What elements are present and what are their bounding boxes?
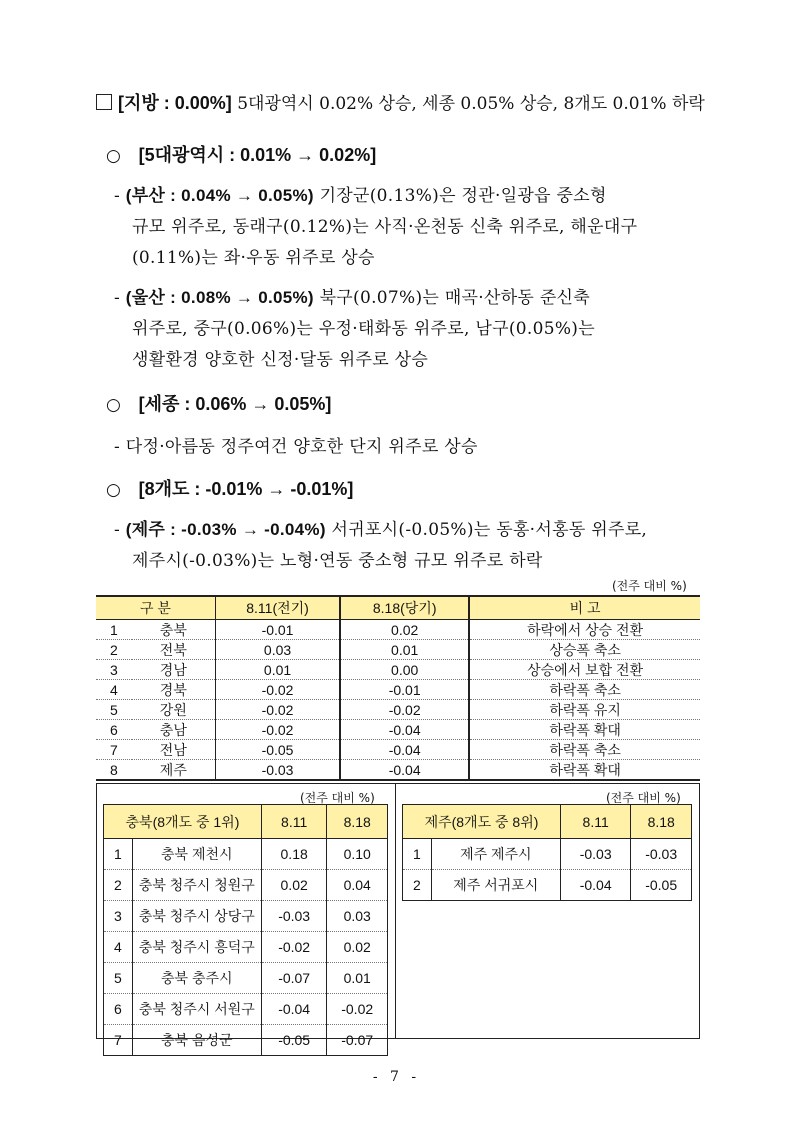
dash-bullet: - <box>114 288 126 308</box>
circle-bullet-icon: ○ <box>106 146 121 166</box>
table-cell: 0.01 <box>340 640 469 660</box>
table-cell: 충북 청주시 서원구 <box>132 994 261 1025</box>
table-cell: 3 <box>96 660 132 680</box>
table-row <box>104 901 388 932</box>
header-prev: 8.11(전기) <box>215 596 340 620</box>
table-cell: 6 <box>104 994 133 1025</box>
table-row <box>96 660 700 680</box>
table-cell: 1 <box>104 839 133 870</box>
header-curr: 8.18 <box>327 805 388 839</box>
table-cell: 4 <box>104 932 133 963</box>
table-row <box>104 839 388 870</box>
dash-bullet: - <box>114 186 126 206</box>
table-cell: 충북 <box>132 620 216 640</box>
table-row <box>96 620 700 640</box>
table-cell: 경남 <box>132 660 216 680</box>
regional-headline <box>96 89 705 115</box>
table-cell: 5 <box>104 963 133 994</box>
ulsan-line-3: 생활환경 양호한 신정·달동 위주로 상승 <box>132 350 429 370</box>
table-header-row <box>104 805 388 839</box>
table-cell: 0.02 <box>261 870 326 901</box>
table-row <box>104 932 388 963</box>
ulsan-line-2: 위주로, 중구(0.06%)는 우정·태화동 위주로, 남구(0.05%)는 <box>132 319 595 339</box>
busan-line-1: - (부산 : 0.04% → 0.05%) 기장군(0.13%)은 정관·일광읍 중소형 <box>114 186 607 206</box>
table-cell: -0.03 <box>560 839 630 870</box>
table-cell: -0.04 <box>261 994 326 1025</box>
table-row <box>104 994 388 1025</box>
header-prev: 8.11 <box>560 805 630 839</box>
table-cell: 전북 <box>132 640 216 660</box>
dash-bullet: - <box>114 520 126 540</box>
circle-bullet-icon: ○ <box>106 480 121 500</box>
jeju-line-1: - (제주 : -0.03% → -0.04%) 서귀포시(-0.05%)는 동홍·서홍동 위주로, <box>114 520 648 540</box>
table-cell: -0.01 <box>340 680 469 700</box>
table-row <box>403 870 692 901</box>
table-cell: 충북 제천시 <box>132 839 261 870</box>
table-cell: 5 <box>96 700 132 720</box>
table-cell: 0.00 <box>340 660 469 680</box>
table-row <box>96 740 700 760</box>
header-curr: 8.18(당기) <box>340 596 469 620</box>
table-cell: -0.03 <box>215 760 340 781</box>
table-row <box>104 1025 388 1056</box>
table-cell: 0.01 <box>215 660 340 680</box>
table-cell: 1 <box>403 839 432 870</box>
header-region: 제주(8개도 중 8위) <box>403 805 561 839</box>
table-cell: 7 <box>96 740 132 760</box>
table-cell: -0.05 <box>261 1025 326 1056</box>
table-cell: 충남 <box>132 720 216 740</box>
table-cell: 경북 <box>132 680 216 700</box>
chungbuk-table <box>103 804 388 1056</box>
jeju-line-2: 제주시(-0.03%)는 노형·연동 중소형 규모 위주로 하락 <box>132 551 543 571</box>
table-cell: -0.02 <box>261 932 326 963</box>
table-cell: 하락폭 확대 <box>469 720 700 740</box>
table-cell: 제주 서귀포시 <box>431 870 560 901</box>
table-cell: 하락폭 유지 <box>469 700 700 720</box>
table-cell: 0.10 <box>327 839 388 870</box>
headline-bracket: [지방 : 0.00%] <box>118 93 232 113</box>
table-cell: -0.02 <box>327 994 388 1025</box>
metro-section-title: ○ [5대광역시 : 0.01% → 0.02%] <box>106 145 377 166</box>
table-cell: 6 <box>96 720 132 740</box>
table-cell: 0.04 <box>327 870 388 901</box>
table-cell: 1 <box>96 620 132 640</box>
table-cell: 8 <box>96 760 132 781</box>
provinces-section-title: ○ [8개도 : -0.01% → -0.01%] <box>106 479 354 500</box>
table-cell: -0.01 <box>215 620 340 640</box>
table-cell: 제주 제주시 <box>431 839 560 870</box>
table-cell: -0.07 <box>261 963 326 994</box>
header-category: 구 분 <box>96 596 215 620</box>
table-cell: -0.04 <box>340 740 469 760</box>
table-cell: 0.18 <box>261 839 326 870</box>
table-cell: -0.02 <box>340 700 469 720</box>
table-row <box>96 680 700 700</box>
province-change-table <box>96 595 700 781</box>
table-cell: -0.03 <box>261 901 326 932</box>
checkbox-square-icon <box>96 94 112 110</box>
table-cell: 전남 <box>132 740 216 760</box>
table-cell: 하락폭 축소 <box>469 740 700 760</box>
table-cell: 충북 청주시 상당구 <box>132 901 261 932</box>
table-cell: -0.04 <box>340 720 469 740</box>
jeju-table-unit: (전주 대비 %) <box>606 791 681 805</box>
table-header-row <box>96 596 700 620</box>
table-cell: -0.04 <box>340 760 469 781</box>
table-cell: 충북 청주시 흥덕구 <box>132 932 261 963</box>
header-note: 비 고 <box>469 596 700 620</box>
table-cell: -0.02 <box>215 680 340 700</box>
table-cell: 2 <box>96 640 132 660</box>
table-cell: -0.07 <box>327 1025 388 1056</box>
busan-line-2: 규모 위주로, 동래구(0.12%)는 사직·온천동 신축 위주로, 해운대구 <box>132 217 638 237</box>
headline-summary: 5대광역시 0.02% 상승, 세종 0.05% 상승, 8개도 0.01% 하락 <box>231 94 705 114</box>
table-cell: 7 <box>104 1025 133 1056</box>
sejong-section-title: ○ [세종 : 0.06% → 0.05%] <box>106 394 332 415</box>
header-region: 충북(8개도 중 1위) <box>104 805 262 839</box>
page-number: - 7 - <box>372 1069 421 1085</box>
table-cell: 0.02 <box>327 932 388 963</box>
table-cell: 4 <box>96 680 132 700</box>
table-row <box>96 700 700 720</box>
table-cell: 하락폭 확대 <box>469 760 700 781</box>
table-cell: 3 <box>104 901 133 932</box>
header-curr: 8.18 <box>631 805 692 839</box>
table-cell: -0.04 <box>560 870 630 901</box>
header-prev: 8.11 <box>261 805 326 839</box>
table-cell: 2 <box>104 870 133 901</box>
table-cell: 상승폭 축소 <box>469 640 700 660</box>
table-cell: -0.05 <box>631 870 692 901</box>
table-cell: 강원 <box>132 700 216 720</box>
table-cell: 하락폭 축소 <box>469 680 700 700</box>
table-row <box>104 870 388 901</box>
table-cell: -0.05 <box>215 740 340 760</box>
jeju-table <box>402 804 692 901</box>
main-table-unit: (전주 대비 %) <box>612 579 687 593</box>
table-cell: 상승에서 보합 전환 <box>469 660 700 680</box>
table-cell: 0.03 <box>327 901 388 932</box>
table-cell: 0.03 <box>215 640 340 660</box>
ulsan-line-1: - (울산 : 0.08% → 0.05%) 북구(0.07%)는 매곡·산하동 준신축 <box>114 288 591 308</box>
table-cell: -0.03 <box>631 839 692 870</box>
table-cell: 2 <box>403 870 432 901</box>
sejong-line-1: - 다정·아름동 정주여건 양호한 단지 위주로 상승 <box>114 437 478 457</box>
table-cell: -0.02 <box>215 700 340 720</box>
table-cell: 하락에서 상승 전환 <box>469 620 700 640</box>
busan-line-3: (0.11%)는 좌·우동 위주로 상승 <box>132 248 375 268</box>
frame-divider <box>395 783 396 1039</box>
table-cell: -0.02 <box>215 720 340 740</box>
table-header-row <box>403 805 692 839</box>
table-cell: 충북 음성군 <box>132 1025 261 1056</box>
dash-bullet: - <box>114 437 126 457</box>
table-row <box>104 963 388 994</box>
table-cell: 제주 <box>132 760 216 781</box>
table-row <box>96 720 700 740</box>
table-cell: 0.01 <box>327 963 388 994</box>
table-row <box>96 640 700 660</box>
table-row <box>403 839 692 870</box>
table-cell: 0.02 <box>340 620 469 640</box>
table-row <box>96 760 700 781</box>
table-cell: 충북 청주시 청원구 <box>132 870 261 901</box>
chungbuk-table-unit: (전주 대비 %) <box>300 791 375 805</box>
circle-bullet-icon: ○ <box>106 395 121 415</box>
table-cell: 충북 충주시 <box>132 963 261 994</box>
